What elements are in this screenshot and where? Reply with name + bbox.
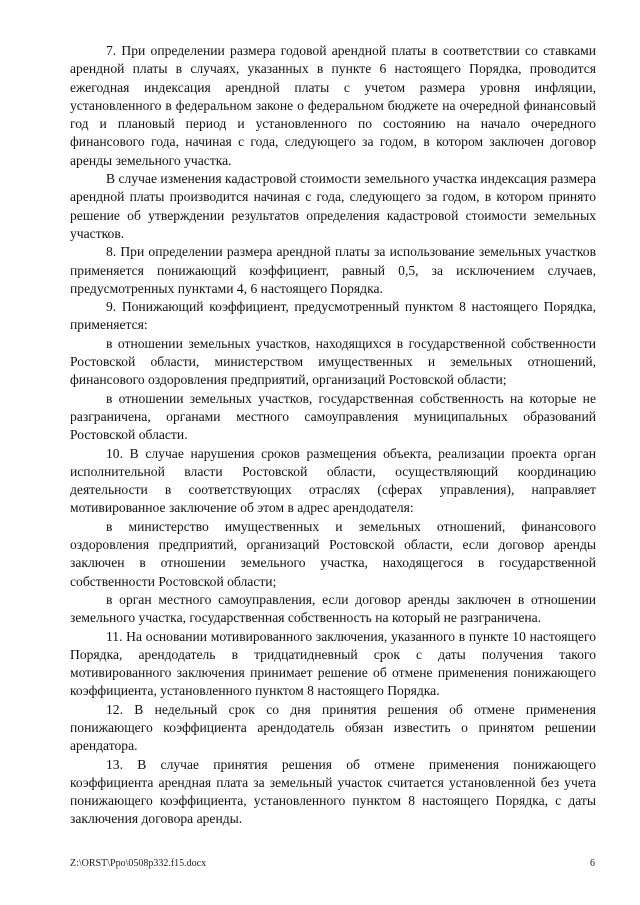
paragraph-9-item-1: в отношении земельных участков, находящихся в государственной собственности Ростовской области, министерством имущественных и земельных отношений, финансового оздоровления предприятий, организаций Ростовской области;: [70, 335, 596, 388]
paragraph-8: 8. При определении размера арендной платы за использование земельных участков применяется понижающий коэффициент, равный 0,5, за исключением случаев, предусмотренных пунктами 4, 6 настоящего Порядка.: [70, 244, 596, 296]
paragraph-9: 9. Понижающий коэффициент, предусмотренный пунктом 8 настоящего Порядка, применяется:: [70, 299, 596, 333]
paragraph-9-item-2: в отношении земельных участков, государственная собственность на которые не разграничена, органами местного самоуправления муниципальных образований Ростовской области.: [70, 390, 596, 443]
paragraph-11: 11. На основании мотивированного заключения, указанного в пункте 10 настоящего Порядка, арендодатель в тридцатидневный срок с даты получения такого мотивированного заключения принимает решение об отмене применения понижающего коэффициента, установленного пунктом 8 настоящего Порядка.: [70, 628, 596, 699]
paragraph-10-item-1: в министерство имущественных и земельных отношений, финансового оздоровления предприятий, организаций Ростовской области, если договор аренды заключен в отношении земельного участка, находящегося в государственной собственности Ростовской области;: [70, 518, 596, 589]
document-body: [70, 42, 596, 829]
paragraph-12: 12. В недельный срок со дня принятия решения об отмене применения понижающего коэффициента арендодатель обязан известить о принятом решении арендатора.: [70, 701, 596, 754]
paragraph-7: 7. При определении размера годовой арендной платы в соответствии со ставками арендной платы в случаях, указанных в пункте 6 настоящего Порядка, проводится ежегодная индексация арендной платы с учетом размера уровня инфляции, установленного в федеральном законе о федеральном бюджете на очередной финансовый год и плановый период и установленного по состоянию на начало очередного финансового года, начиная с года, следующего за годом, в котором заключен договор аренды земельного участка.: [70, 43, 596, 168]
page-number: 6: [590, 858, 595, 869]
footer-file-path: Z:\ORST\Ppo\0508p332.f15.docx: [70, 858, 207, 869]
paragraph-10: 10. В случае нарушения сроков размещения объекта, реализации проекта орган исполнительной власти Ростовской области, осуществляющий координацию деятельности в соответствующих отраслях (сферах управления), направляет мотивированное заключение об этом в адрес арендодателя:: [70, 445, 596, 516]
paragraph-10-item-2: в орган местного самоуправления, если договор аренды заключен в отношении земельного участка, государственная собственность на который не разграничена.: [70, 591, 596, 626]
paragraph-13: 13. В случае принятия решения об отмене применения понижающего коэффициента арендная плата за земельный участок считается установленной без учета понижающего коэффициента, установленного пунктом 8 настоящего Порядка, с даты заключения договора аренды.: [70, 756, 596, 827]
paragraph-7-cadastral: В случае изменения кадастровой стоимости земельного участка индексация размера арендной платы производится начиная с года, следующего за годом, в котором принято решение об утверждении результатов определения кадастровой стоимости земельных участков.: [70, 171, 596, 241]
